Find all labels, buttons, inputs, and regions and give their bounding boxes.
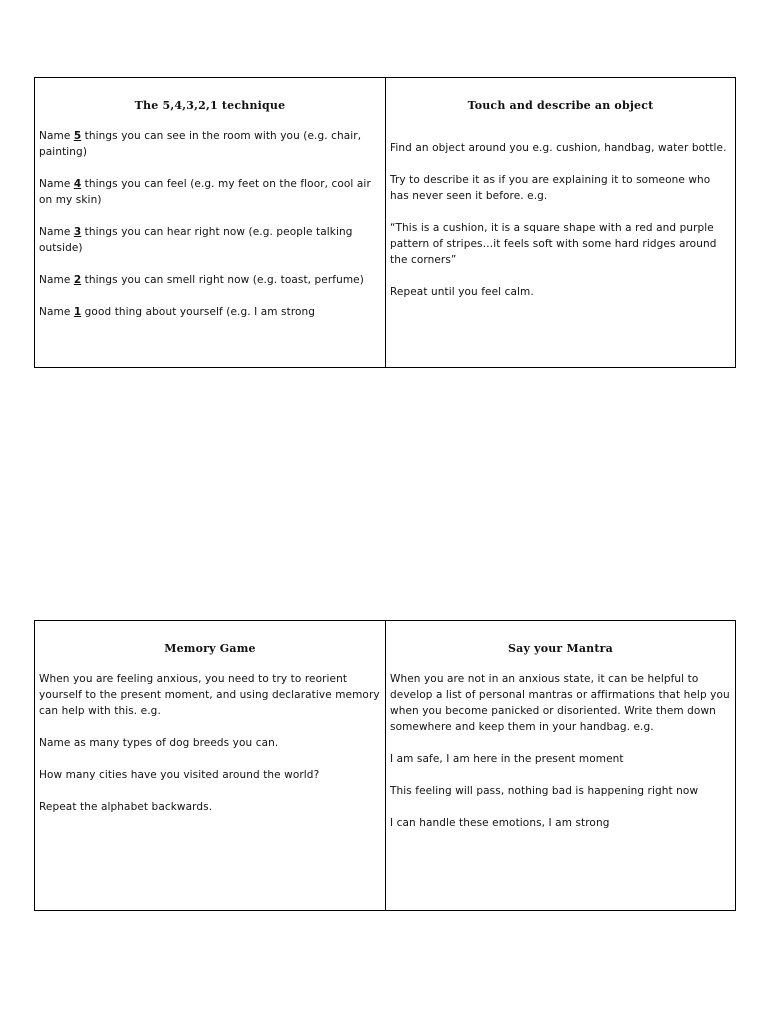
card-54321-technique: [35, 78, 385, 367]
item-number: 2: [73, 274, 82, 286]
paragraph: How many cities have you visited around the world?: [39, 769, 320, 781]
card-title: The 5,4,3,2,1 technique: [134, 99, 286, 112]
paragraph: “This is a cushion, it is a square shape with a red and purple pattern of stripes…it feels soft with some hard ridges around the corners”: [390, 222, 717, 266]
bottom-card-table: [34, 620, 736, 911]
list-item: Name 5 things you can see in the room with you (e.g. chair, painting): [39, 130, 362, 158]
paragraph: Repeat until you feel calm.: [390, 286, 534, 298]
card-title: Say your Mantra: [508, 642, 613, 655]
card-mantra: [385, 621, 735, 910]
paragraph: Find an object around you e.g. cushion, handbag, water bottle.: [390, 142, 727, 154]
item-number: 1: [73, 306, 82, 318]
card-touch-object: [385, 78, 735, 367]
list-item: Name 3 things you can hear right now (e.g. people talking outside): [39, 226, 353, 254]
card-title: Memory Game: [164, 642, 256, 655]
item-number: 4: [73, 178, 82, 190]
paragraph: When you are not in an anxious state, it can be helpful to develop a list of personal mantras or affirmations that help you when you become panicked or disoriented. Write them down somewhere and keep them in your handbag. e.g.: [390, 673, 730, 733]
list-item: Name 2 things you can smell right now (e.g. toast, perfume): [39, 274, 364, 286]
list-item: Name 4 things you can feel (e.g. my feet on the floor, cool air on my skin): [39, 178, 371, 206]
top-card-table: [34, 77, 736, 368]
paragraph: Try to describe it as if you are explaining it to someone who has never seen it before. e.g.: [390, 174, 711, 202]
paragraph: Repeat the alphabet backwards.: [39, 801, 213, 813]
card-memory-game: [35, 621, 385, 910]
card-title: Touch and describe an object: [467, 99, 654, 112]
paragraph: This feeling will pass, nothing bad is happening right now: [390, 785, 699, 797]
paragraph: When you are feeling anxious, you need to try to reorient yourself to the present moment, and using declarative memory can help with this. e.g.: [39, 673, 380, 717]
paragraph: I can handle these emotions, I am strong: [390, 817, 610, 829]
paragraph: Name as many types of dog breeds you can.: [39, 737, 279, 749]
item-number: 5: [73, 130, 82, 142]
item-number: 3: [73, 226, 82, 238]
paragraph: I am safe, I am here in the present moment: [390, 753, 624, 765]
list-item: Name 1 good thing about yourself (e.g. I am strong: [39, 306, 316, 318]
